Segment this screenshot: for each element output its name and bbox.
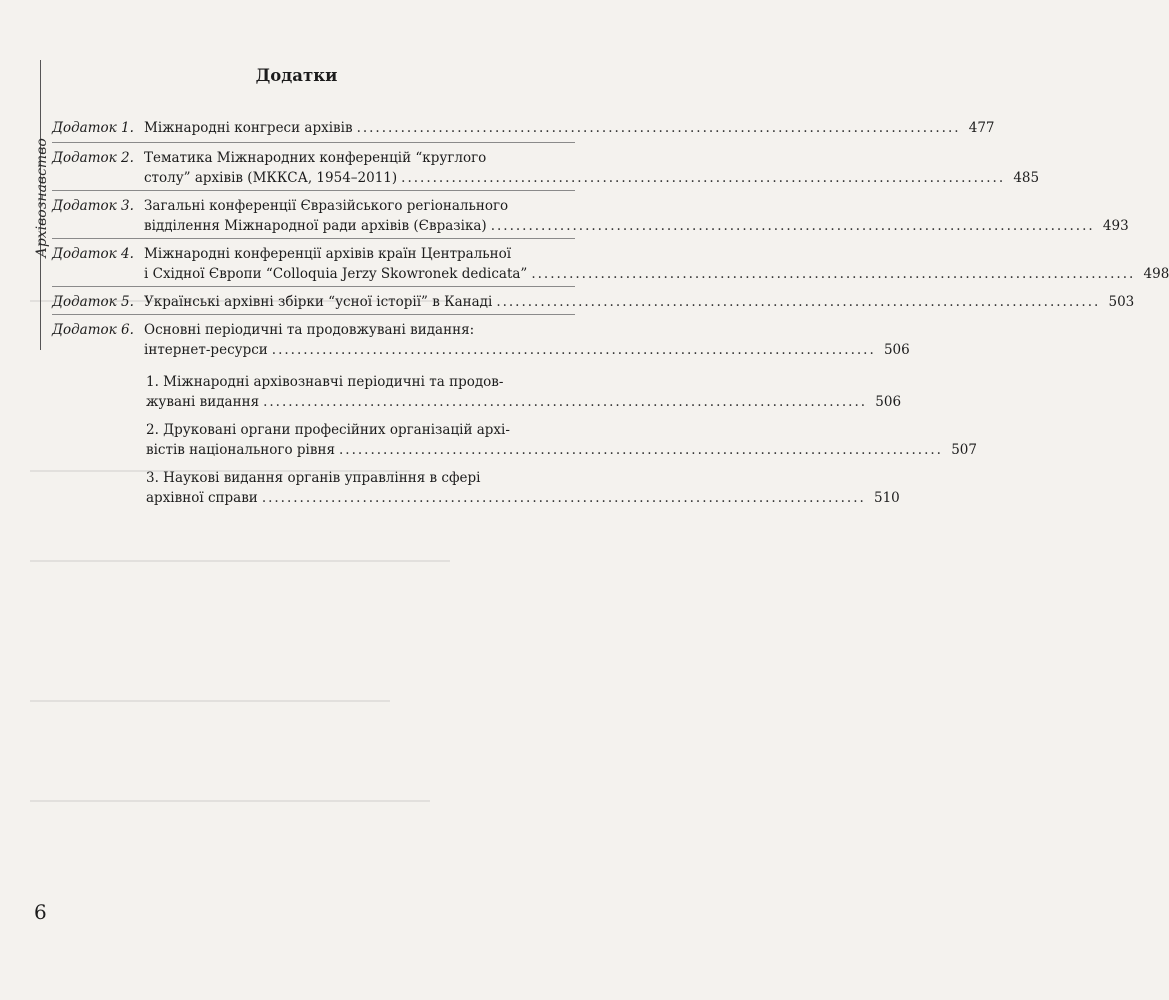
entry-title: Тематика Міжнародних конференцій “круглого xyxy=(144,150,487,166)
subentry-page: 507 xyxy=(951,442,977,458)
entry-label: Додаток 1. xyxy=(52,120,134,136)
divider xyxy=(52,238,575,239)
entry-page: 503 xyxy=(1108,294,1135,310)
divider xyxy=(52,314,575,315)
entry-page: 477 xyxy=(968,120,995,136)
running-head: Архівознавство xyxy=(34,138,50,258)
subentry-title: 1. Міжнародні архівознавчі періодичні та продов- xyxy=(146,374,504,390)
divider xyxy=(52,142,575,143)
subentry-title-cont: архівної справи xyxy=(146,490,258,506)
entry-title: Українські архівні збірки “усної історії” в Канаді xyxy=(144,294,493,310)
entry-label: Додаток 4. xyxy=(52,246,134,262)
entry-title-cont: і Східної Європи “Colloquia Jerzy Skowronek dedicata” xyxy=(144,266,528,282)
entry-page: 493 xyxy=(1102,218,1129,234)
entry-page: 485 xyxy=(1013,170,1040,186)
entry-title-cont: відділення Міжнародної ради архівів (Євразіка) xyxy=(144,218,487,234)
entry-title: Міжнародні конгреси архівів xyxy=(144,120,353,136)
toc-subentry-3[interactable]: 3. Наукові видання органів управління в сфері архівної справи ................................................................................................ 510 xyxy=(146,470,900,506)
page-number: 6 xyxy=(34,900,47,924)
entry-label: Додаток 2. xyxy=(52,150,134,166)
subentry-title-cont: вістів національного рівня xyxy=(146,442,335,458)
entry-label: Додаток 6. xyxy=(52,322,134,338)
entry-title: Загальні конференції Євразійського регіонального xyxy=(144,198,509,214)
entry-label: Додаток 5. xyxy=(52,294,134,310)
subentry-title: 2. Друковані органи професійних організацій архі- xyxy=(146,422,510,438)
entry-page: 506 xyxy=(883,342,910,358)
subentry-page: 510 xyxy=(874,490,900,506)
toc-subentry-1[interactable]: 1. Міжнародні архівознавчі періодичні та продов- жувані видання ................................................................................................ 506 xyxy=(146,374,902,410)
entry-title-cont: інтернет-ресурси xyxy=(144,342,268,358)
page-title: Додатки xyxy=(255,66,338,85)
entry-title: Основні періодичні та продовжувані видання: xyxy=(144,322,475,338)
toc-subentry-2[interactable]: 2. Друковані органи професійних організацій архі- вістів національного рівня ................................................................................................ 507 xyxy=(146,422,977,458)
entry-page: 498 xyxy=(1143,266,1169,282)
entry-title-cont: столу” архівів (МККСА, 1954–2011) xyxy=(144,170,398,186)
subentry-page: 506 xyxy=(875,394,902,410)
divider xyxy=(52,190,575,191)
entry-title: Міжнародні конференції архівів країн Центральної xyxy=(144,246,512,262)
subentry-title-cont: жувані видання xyxy=(146,394,260,410)
subentry-title: 3. Наукові видання органів управління в сфері xyxy=(146,470,481,486)
entry-label: Додаток 3. xyxy=(52,198,134,214)
divider xyxy=(52,286,575,287)
